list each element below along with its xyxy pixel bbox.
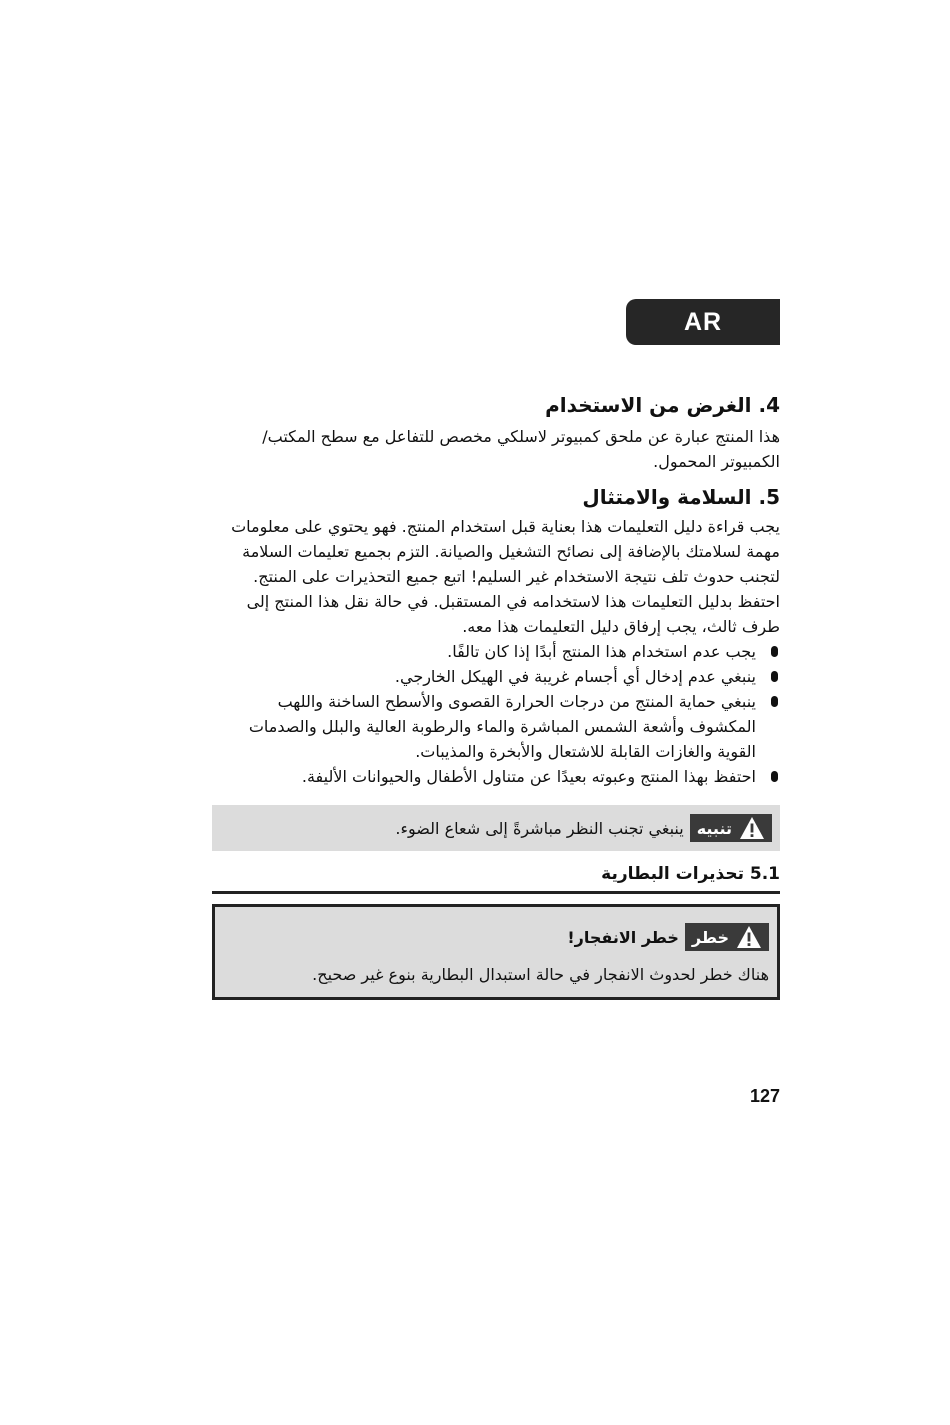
purpose-text: هذا المنتج عبارة عن ملحق كمبيوتر لاسلكي مخصص للتفاعل مع سطح المكتب/الكمبيوتر المحمول. [262, 427, 780, 471]
warning-triangle-icon [736, 925, 762, 949]
danger-header [223, 923, 769, 951]
bullet-text: احتفظ بهذا المنتج وعبوته بعيدًا عن متناول الأطفال والحيوانات الأليفة. [301, 767, 756, 786]
purpose-heading: 4. الغرض من الاستخدام [545, 393, 780, 417]
caution-badge [690, 814, 772, 842]
danger-title: خطر الانفجار! [567, 927, 679, 947]
bullet-icon [771, 771, 778, 782]
bullet-text: يجب عدم استخدام هذا المنتج أبدًا إذا كان تالفًا. [447, 642, 756, 661]
warning-triangle-icon [739, 816, 765, 840]
danger-badge [685, 923, 769, 951]
caution-text: ينبغي تجنب النظر مباشرةً إلى شعاع الضوء. [395, 818, 684, 838]
bullet-text: ينبغي عدم إدخال أي أجسام غريبة في الهيكل الخارجي. [394, 667, 756, 686]
bullet-icon [771, 696, 778, 707]
danger-notice [212, 904, 780, 1000]
language-tab: AR [626, 299, 780, 345]
caution-notice [212, 805, 780, 851]
bullet-text: ينبغي حماية المنتج من درجات الحرارة القصوى والأسطح الساخنة واللهب المكشوف وأشعة الشمس المباشرة والماء والرطوبة العالية والبلل والصدمات القوية والغازات القابلة للاشتعال والأبخرة والمذيبات. [248, 692, 756, 761]
page-number: 127 [749, 1086, 780, 1106]
manual-content [212, 390, 780, 1000]
list-item [212, 764, 780, 789]
list-item [212, 664, 780, 689]
danger-text: هناك خطر لحدوث الانفجار في حالة استبدال البطارية بنوع غير صحيح. [312, 965, 769, 984]
bullet-icon [771, 671, 778, 682]
safety-heading: 5. السلامة والامتثال [582, 485, 780, 509]
battery-heading: 5.1 تحذيرات البطارية [212, 861, 780, 894]
safety-text: يجب قراءة دليل التعليمات هذا بعناية قبل استخدام المنتج. فهو يحتوي على معلومات مهمة لسلامتك بالإضافة إلى نصائح التشغيل والصيانة. التزم بجميع تعليمات السلامة لتجنب حدوث تلف نتيجة الاستخدام غير السليم! اتبع جميع التحذيرات على المنتج. احتفظ بدليل التعليمات هذا لاستخدامه في المستقبل. في حالة نقل هذا المنتج إلى طرف ثالث، يجب إرفاق دليل التعليمات هذا معه. [231, 517, 780, 636]
danger-label: خطر [691, 927, 729, 947]
safety-bullet-list [212, 639, 780, 789]
list-item [212, 689, 780, 764]
bullet-icon [771, 646, 778, 657]
list-item [212, 639, 780, 664]
caution-label: تنبيه [696, 818, 732, 838]
